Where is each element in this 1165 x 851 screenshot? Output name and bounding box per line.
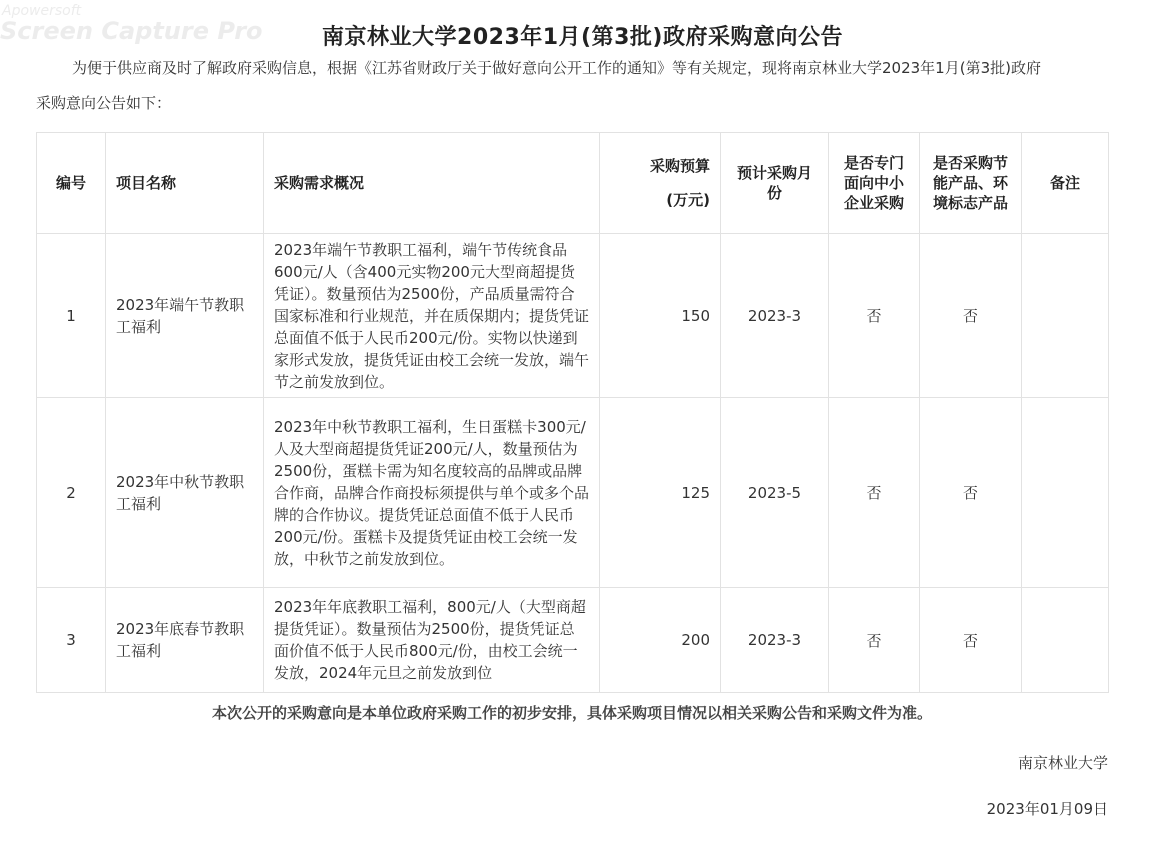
intro-line1: 为便于供应商及时了解政府采购信息，根据《江苏省财政厅关于做好意向公开工作的通知》等有关规定，现将南京林业大学2023年1月(第3批)政府: [72, 59, 1041, 77]
cell-month: 2023-5: [721, 398, 829, 588]
cell-no: 1: [37, 234, 106, 398]
cell-eco: 否: [920, 398, 1022, 588]
cell-name: 2023年底春节教职工福利: [106, 588, 264, 693]
header-name: 项目名称: [106, 133, 264, 234]
table-row: [37, 234, 1109, 398]
header-note: 备注: [1022, 133, 1109, 234]
header-sme: 是否专门面向中小企业采购: [829, 133, 920, 234]
cell-month: 2023-3: [721, 234, 829, 398]
cell-eco: 否: [920, 588, 1022, 693]
cell-name: 2023年端午节教职工福利: [106, 234, 264, 398]
cell-no: 3: [37, 588, 106, 693]
cell-sme: 否: [829, 588, 920, 693]
procurement-table: [36, 132, 1109, 693]
cell-month: 2023-3: [721, 588, 829, 693]
header-desc: 采购需求概况: [264, 133, 600, 234]
cell-eco: 否: [920, 234, 1022, 398]
page-title: 南京林业大学2023年1月(第3批)政府采购意向公告: [322, 25, 843, 50]
header-month: 预计采购月份: [721, 133, 829, 234]
cell-budget: 200: [600, 588, 721, 693]
cell-budget: 150: [600, 234, 721, 398]
cell-desc: 2023年端午节教职工福利，端午节传统食品600元/人（含400元实物200元大型商超提货凭证）。数量预估为2500份，产品质量需符合国家标准和行业规范，并在质保期内；提货凭证总面值不低于人民币200元/份。实物以快递到家形式发放，提货凭证由校工会统一发放，端午节之前发放到位。: [264, 234, 600, 398]
header-eco: 是否采购节能产品、环境标志产品: [920, 133, 1022, 234]
cell-note: [1022, 398, 1109, 588]
cell-desc: 2023年中秋节教职工福利，生日蛋糕卡300元/人及大型商超提货凭证200元/人，数量预估为2500份，蛋糕卡需为知名度较高的品牌或品牌合作商，品牌合作商投标须提供与单个或多个品牌的合作协议。提货凭证总面值不低于人民币200元/份。蛋糕卡及提货凭证由校工会统一发放，中秋节之前发放到位。: [264, 398, 600, 588]
table-header-row: [37, 133, 1109, 234]
cell-sme: 否: [829, 234, 920, 398]
cell-name: 2023年中秋节教职工福利: [106, 398, 264, 588]
header-budget-line1: 采购预算: [649, 157, 710, 175]
signature-date: 2023年01月09日: [986, 800, 1108, 818]
table-row: [37, 588, 1109, 693]
cell-desc: 2023年年底教职工福利，800元/人（大型商超提货凭证）。数量预估为2500份，提货凭证总面价值不低于人民币800元/份，由校工会统一发放，2024年元旦之前发放到位: [264, 588, 600, 693]
header-no: 编号: [37, 133, 106, 234]
cell-no: 2: [37, 398, 106, 588]
footnote: 本次公开的采购意向是本单位政府采购工作的初步安排，具体采购项目情况以相关采购公告和采购文件为准。: [211, 704, 932, 722]
header-budget: [600, 133, 721, 234]
cell-note: [1022, 234, 1109, 398]
signature-org: 南京林业大学: [1017, 754, 1108, 772]
cell-budget: 125: [600, 398, 721, 588]
cell-sme: 否: [829, 398, 920, 588]
intro-paragraph: [36, 58, 1108, 114]
intro-line2: 采购意向公告如下：: [36, 94, 172, 112]
table-row: [37, 398, 1109, 588]
watermark-line1: Apowersoft: [2, 3, 82, 19]
watermark-line2: Screen Capture Pro: [0, 16, 263, 45]
header-budget-line2: (万元): [666, 191, 710, 209]
cell-note: [1022, 588, 1109, 693]
